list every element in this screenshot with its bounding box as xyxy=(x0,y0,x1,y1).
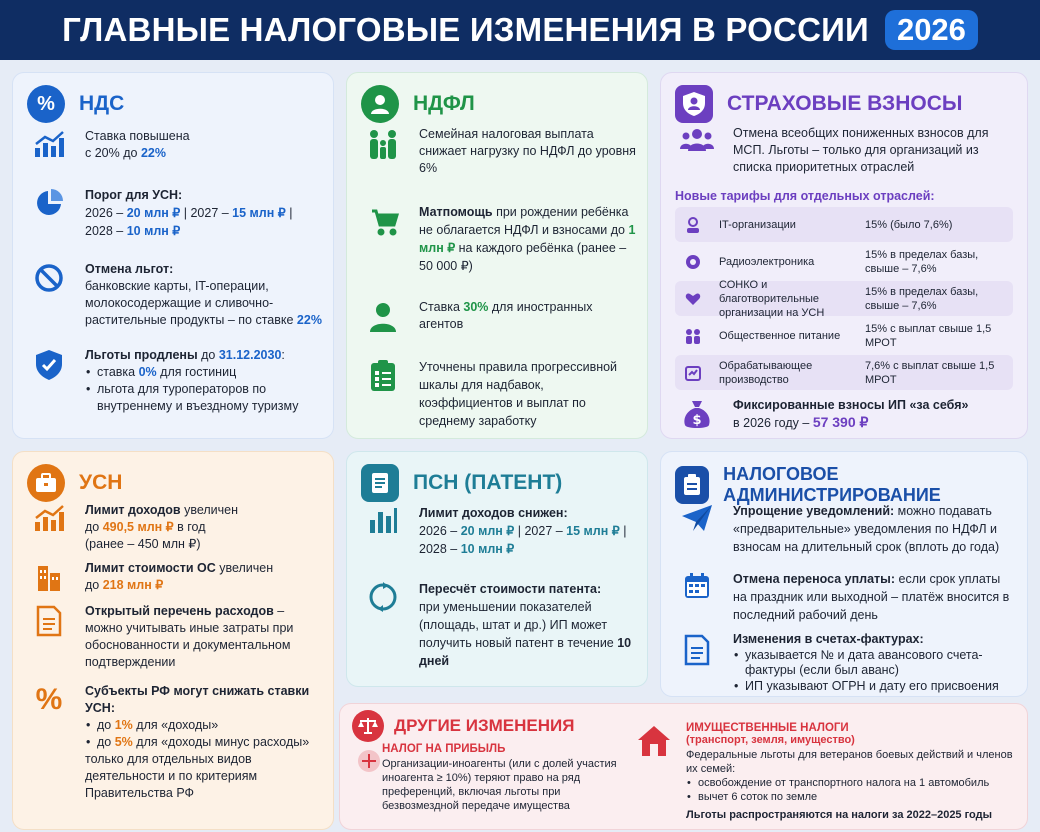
shield-check-icon xyxy=(27,347,71,387)
text: Ставка xyxy=(419,300,464,314)
text: | 2027 – xyxy=(180,206,233,220)
text: | xyxy=(619,524,627,538)
tariffs-table xyxy=(675,207,1013,392)
value: 30% xyxy=(463,300,489,314)
text: 2028 – xyxy=(419,542,461,556)
ndfl-family-item xyxy=(361,126,637,177)
fixed-heading: Фиксированные взносы ИП «за себя» xyxy=(733,398,969,412)
value: 15 млн ₽ xyxy=(566,524,620,538)
shield-user-icon xyxy=(675,85,713,123)
nds-rate-value: 22% xyxy=(140,146,166,160)
list-item: • вычет 6 соток по земле xyxy=(686,790,1022,804)
other-card xyxy=(339,703,1028,830)
usn-regions-tail: только для отдельных видов деятельности и по критериям Правительства РФ xyxy=(85,752,258,800)
text: при рождении ребёнка не облагается НДФЛ и взносами до xyxy=(419,205,629,237)
family-icon xyxy=(361,126,405,166)
document-icon xyxy=(27,603,71,643)
value: 490,5 млн ₽ xyxy=(102,520,174,534)
text: до xyxy=(85,578,103,592)
svg-text:$: $ xyxy=(692,413,702,428)
nds-extended-item xyxy=(27,347,323,415)
property-tax-text: Федеральные льготы для ветеранов боевых действий и членов их семей: xyxy=(686,749,1013,775)
agent-user-icon xyxy=(361,299,405,339)
admin-title: НАЛОГОВОЕ АДМИНИСТРИРОВАНИЕ xyxy=(723,464,941,505)
admin-notices-heading: Упрощение уведомлений: xyxy=(733,504,895,518)
admin-card xyxy=(660,451,1028,697)
text: на каждого ребёнка (ранее – 50 000 ₽) xyxy=(419,241,627,273)
usn-expenses-item xyxy=(27,603,323,671)
patent-icon xyxy=(361,464,399,502)
nds-cancel-heading: Отмена льгот: xyxy=(85,262,174,276)
ndfl-aid-heading: Матпомощь xyxy=(419,205,493,219)
value: 10 млн ₽ xyxy=(460,542,515,556)
ndfl-aid-item xyxy=(361,203,637,275)
year-badge: 2026 xyxy=(885,10,978,50)
value: 20 млн ₽ xyxy=(460,524,515,538)
briefcase-icon xyxy=(27,464,65,502)
clipboard-icon xyxy=(675,466,709,504)
catering-icon xyxy=(681,324,705,348)
nds-usn-threshold-item xyxy=(27,186,323,240)
text: до xyxy=(197,348,219,362)
text: для иностранных агентов xyxy=(419,300,593,331)
list-item: • освобождение от транспортного налога на 1 автомобиль xyxy=(686,776,1022,790)
value: 5% xyxy=(114,735,133,749)
ndfl-progressive-item xyxy=(361,358,637,430)
group-icon xyxy=(675,125,719,165)
tariff-name: СОНКО и благотворительные организации на УСН xyxy=(719,278,825,319)
psn-recalc-item xyxy=(361,580,637,670)
nds-cancel-item xyxy=(27,261,323,329)
charity-icon xyxy=(681,287,705,311)
nds-usn-heading: Порог для УСН: xyxy=(85,188,183,202)
ndfl-agents-item xyxy=(361,299,637,339)
tariff-name: Общественное питание xyxy=(719,329,841,342)
table-row xyxy=(675,207,1013,242)
text: для «доходы минус расходы» xyxy=(132,735,310,749)
text: можно подавать «предварительные» уведомления по НДФЛ и взносам на длительный срок (вплоть до года) xyxy=(733,504,1000,554)
text: при уменьшении показателей (площадь, штат и др.) ИП может получить новый патент в течение xyxy=(419,600,618,650)
page-header xyxy=(0,0,1040,60)
text: для «доходы» xyxy=(132,718,219,732)
calendar-icon xyxy=(675,570,719,610)
table-row xyxy=(675,278,1013,319)
text: | xyxy=(285,206,293,220)
profit-icon xyxy=(352,744,386,778)
prohibited-icon xyxy=(27,261,71,301)
admin-payment-heading: Отмена переноса уплаты: xyxy=(733,572,896,586)
value: 1 млн ₽ xyxy=(419,223,636,255)
text: 2026 – xyxy=(85,206,127,220)
insurance-card xyxy=(660,72,1028,439)
electronics-icon xyxy=(681,250,705,274)
list-item xyxy=(85,717,323,734)
building-icon xyxy=(27,560,71,600)
fixed-contributions-item xyxy=(675,397,1017,437)
text: до xyxy=(97,718,115,732)
growth-chart-icon xyxy=(27,502,71,542)
text: ставка xyxy=(97,365,139,379)
checklist-icon xyxy=(361,358,405,398)
pie-chart-icon xyxy=(27,186,71,226)
ndfl-progressive-text: Уточнены правила прогрессивной шкалы для надбавок, коэффициентов и выплат по среднему заработку xyxy=(419,360,618,428)
scales-icon xyxy=(352,710,384,742)
user-icon xyxy=(361,85,399,123)
insurance-title: СТРАХОВЫЕ ВЗНОСЫ xyxy=(727,92,963,115)
profit-tax-text: Организации-иноагенты (или с долей участия иноагента ≥ 10%) теряют право на ряд преференций, включая льготы при безвозмездной передаче имущества xyxy=(382,758,617,812)
usn-title: УСН xyxy=(79,471,123,494)
it-icon xyxy=(681,213,705,237)
tariff-value: 15% с выплат свыше 1,5 МРОТ xyxy=(865,322,992,349)
value: 10 млн ₽ xyxy=(126,224,181,238)
percent-icon: % xyxy=(27,85,65,123)
nds-title: НДС xyxy=(79,92,125,115)
stroller-icon xyxy=(361,203,405,243)
tariffs-title: Новые тарифы для отдельных отраслей: xyxy=(675,189,935,203)
admin-invoice-heading: Изменения в счетах-фактурах: xyxy=(733,632,924,646)
insurance-cancel-item xyxy=(675,125,1017,176)
value: 15 млн ₽ xyxy=(232,206,286,220)
admin-invoice-item xyxy=(675,632,1017,694)
admin-payment-item xyxy=(675,570,1017,624)
tariff-value: 15% в пределах базы, свыше – 7,6% xyxy=(865,285,979,312)
value: 218 млн ₽ xyxy=(102,578,164,592)
ndfl-title: НДФЛ xyxy=(413,92,475,115)
nds-rate-line1: Ставка повышена xyxy=(85,129,190,143)
list-item: • льгота для туроператоров по внутреннему и въездному туризму xyxy=(85,381,323,415)
text: : xyxy=(281,348,285,362)
factory-icon xyxy=(681,361,705,385)
text: 2028 – xyxy=(85,224,127,238)
usn-os-item xyxy=(27,560,323,600)
usn-expenses-heading: Открытый перечень расходов xyxy=(85,604,274,618)
admin-notices-item xyxy=(675,502,1017,556)
money-bag-icon xyxy=(675,397,719,437)
insurance-cancel-text: Отмена всеобщих пониженных взносов для МСП. Льготы – только для организаций из списка приоритетных отраслей xyxy=(733,126,989,174)
text: для гостиниц xyxy=(156,365,237,379)
property-tax-tail: Льготы распространяются на налоги за 2022–2025 годы xyxy=(686,809,992,821)
psn-title: ПСН (ПАТЕНТ) xyxy=(413,471,563,494)
usn-card xyxy=(12,451,334,830)
table-row xyxy=(675,318,1013,353)
list-item xyxy=(85,364,323,381)
tariff-name: Обрабатывающее производство xyxy=(719,359,813,386)
text: до xyxy=(85,520,103,534)
table-row xyxy=(675,355,1013,390)
text: до xyxy=(97,735,115,749)
tariff-name: IT-организации xyxy=(719,218,796,231)
page-title: ГЛАВНЫЕ НАЛОГОВЫЕ ИЗМЕНЕНИЯ В РОССИИ xyxy=(62,11,869,48)
text: банковские карты, IT-операции, молокосодержащие и сливочно-растительные продукты – по ставке xyxy=(85,279,297,327)
house-icon xyxy=(636,724,672,760)
usn-regions-heading: Субъекты РФ могут снижать ставки УСН: xyxy=(85,684,310,715)
property-tax-sub: (транспорт, земля, имущество) xyxy=(686,734,855,746)
usn-regions-item xyxy=(27,683,323,802)
percent-icon: % xyxy=(35,683,63,716)
table-row xyxy=(675,244,1013,279)
usn-income-item xyxy=(27,502,323,553)
text: | 2027 – xyxy=(514,524,567,538)
chart-up-icon xyxy=(27,128,71,168)
nds-extended-heading: Льготы продлены xyxy=(85,348,198,362)
date: 31.12.2030 xyxy=(218,348,282,362)
value: 20 млн ₽ xyxy=(126,206,181,220)
nds-rate-line2: с 20% до xyxy=(85,146,141,160)
paper-plane-icon xyxy=(675,502,719,542)
text: (ранее – 450 млн ₽) xyxy=(85,537,201,551)
ndfl-card xyxy=(346,72,648,439)
invoice-icon xyxy=(675,632,719,672)
list-item xyxy=(85,734,323,751)
property-tax-block xyxy=(686,722,1022,822)
list-item: • ИП указывают ОГРН и дату его присвоения xyxy=(733,679,1017,695)
value: 0% xyxy=(138,365,157,379)
psn-card xyxy=(346,451,648,687)
nds-rate-item xyxy=(27,128,323,168)
tariff-value: 15% (было 7,6%) xyxy=(865,218,953,231)
tariff-name: Радиоэлектроника xyxy=(719,255,815,268)
tariff-value: 7,6% с выплат свыше 1,5 МРОТ xyxy=(865,359,995,386)
list-item: • указывается № и дата авансового счета-фактуры (если был аванс) xyxy=(733,648,1017,679)
text: 2026 – xyxy=(419,524,461,538)
text: в год xyxy=(173,520,206,534)
profit-tax-block xyxy=(382,743,632,813)
text: если срок уплаты на праздник или выходной – платёж вносится в последний рабочий день xyxy=(733,572,1010,622)
psn-limit-heading: Лимит доходов снижен: xyxy=(419,506,568,520)
other-title: ДРУГИЕ ИЗМЕНЕНИЯ xyxy=(394,716,575,735)
text: – можно учитывать иные затраты при обоснованности и документальном подтверждении xyxy=(85,604,294,669)
bar-chart-icon xyxy=(361,504,405,544)
psn-recalc-heading: Пересчёт стоимости патента: xyxy=(419,582,602,596)
text: увеличен xyxy=(215,561,274,575)
nds-card xyxy=(12,72,334,439)
value: 57 390 ₽ xyxy=(812,414,869,430)
ndfl-family-text: Семейная налоговая выплата снижает нагрузку по НДФЛ до уровня 6% xyxy=(419,127,636,175)
refresh-icon xyxy=(361,580,405,620)
tariff-value: 15% в пределах базы, свыше – 7,6% xyxy=(865,248,979,275)
profit-tax-heading: НАЛОГ НА ПРИБЫЛЬ xyxy=(382,743,506,755)
text: в 2026 году – xyxy=(733,416,813,430)
value: 22% xyxy=(296,313,322,327)
property-tax-heading: ИМУЩЕСТВЕННЫЕ НАЛОГИ xyxy=(686,722,849,734)
text: увеличен xyxy=(180,503,239,517)
value: 10 дней xyxy=(419,636,632,668)
psn-limit-item xyxy=(361,504,637,558)
value: 1% xyxy=(114,718,133,732)
usn-os-heading: Лимит стоимости ОС xyxy=(85,561,216,575)
usn-income-heading: Лимит доходов xyxy=(85,503,181,517)
